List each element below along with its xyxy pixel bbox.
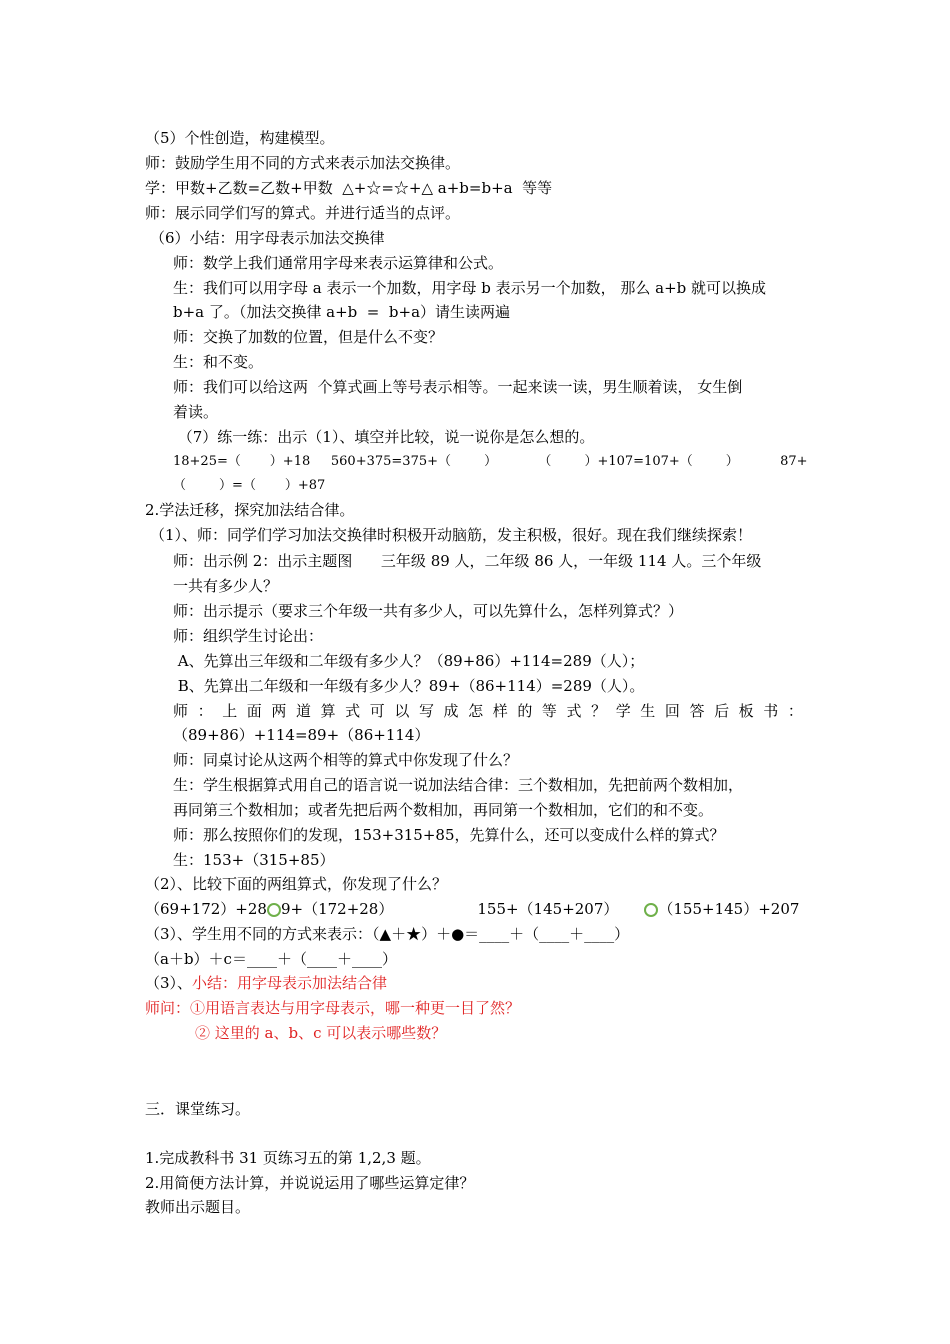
summary-text: 小结：用字母表示加法结合律: [192, 974, 388, 992]
part-3-line: （3）、学生用不同的方式来表示：（▲＋★）＋●＝____＋（____＋____）: [145, 925, 630, 943]
char: 算: [320, 702, 336, 720]
char: 以: [394, 702, 410, 720]
expr-3: 155+（145+207）: [477, 900, 619, 918]
char: 成: [443, 702, 459, 720]
teacher-question-2: ② 这里的 a、b、c 可以表示哪些数？: [195, 1024, 447, 1042]
student-line-cont: b+a 了。（加法交换律 a+b = b+a）请生读两遍: [173, 303, 511, 321]
teacher-question-1: 师问：①用语言表达与用字母表示，哪一种更一目了然？: [145, 999, 521, 1017]
char: 板: [738, 702, 754, 720]
summary-prefix: （3）、: [145, 974, 193, 992]
exercise-1: 1.完成教科书 31 页练习五的第 1,2,3 题。: [145, 1149, 431, 1167]
char: ：: [197, 702, 213, 720]
expr-1: （69+172）+28: [145, 900, 267, 918]
char: 写: [418, 702, 434, 720]
part-2-line: （2）、比较下面的两组算式，你发现了什么？: [145, 875, 448, 893]
circle-icon: [267, 903, 281, 917]
equation-line: （89+86）+114=89+（86+114）: [173, 726, 430, 744]
expr-2: 9+（172+28）: [280, 900, 394, 918]
char: 可: [369, 702, 385, 720]
student-line-cont: 再同第三个数相加；或者先把后两个数相加，再同第一个数相加，它们的和不变。: [173, 801, 714, 819]
expr-4: （155+145）+207: [658, 900, 800, 918]
char: 两: [271, 702, 287, 720]
teacher-line: 师：那么按照你们的发现，153+315+85，先算什么，还可以变成什么样的算式？: [173, 826, 725, 844]
char: 面: [246, 702, 262, 720]
option-a: A、先算出三年级和二年级有多少人？（89+86）+114=289（人）；: [173, 652, 645, 670]
char: 后: [714, 702, 730, 720]
student-line: 生：我们可以用字母 a 表示一个加数，用字母 b 表示另一个加数， 那么 a+b 就可以换成: [173, 279, 767, 297]
section-5-heading: （5）个性创造，构建模型。: [145, 129, 335, 147]
section-2-heading: 2.学法迁移，探究加法结合律。: [145, 501, 355, 519]
teacher-line: 师：鼓励学生用不同的方式来表示加法交换律。: [145, 154, 461, 172]
student-line: 生：153+（315+85）: [173, 851, 335, 869]
section-7-heading: （7）练一练：出示（1）、填空并比较，说一说你是怎么想的。: [173, 428, 595, 446]
char: 书: [763, 702, 779, 720]
char: 上: [222, 702, 238, 720]
teacher-justified-line: [173, 701, 803, 721]
char: 答: [689, 702, 705, 720]
char: 师: [173, 702, 189, 720]
fill-blank-exercise: 18+25=（ ）+18 560+375=375+（ ） （ ）+107=107+（ ） 87+: [173, 454, 808, 469]
part-1-line: （1）、师：同学们学习加法交换律时积极开动脑筋，发主积极，很好。现在我们继续探索！: [150, 526, 753, 544]
char: 样: [492, 702, 508, 720]
char: 道: [295, 702, 311, 720]
compare-expressions-line: [145, 899, 799, 919]
teacher-line: 师：同桌讨论从这两个相等的算式中你发现了什么？: [173, 751, 519, 769]
section-3-heading: 三．课堂练习。: [145, 1100, 251, 1118]
teacher-line: 师：出示例 2：出示主题图 三年级 89 人，二年级 86 人，一年级 114 人。三个年级: [173, 552, 762, 570]
section-6-heading: （6）小结：用字母表示加法交换律: [150, 229, 385, 247]
exercise-2: 2.用简便方法计算，并说说运用了哪些运算定律？: [145, 1174, 475, 1192]
circle-icon: [644, 903, 658, 917]
char: 式: [566, 702, 582, 720]
teacher-line-cont: 一共有多少人？: [173, 577, 279, 595]
char: 等: [541, 702, 557, 720]
char: 式: [345, 702, 361, 720]
teacher-line: 师：我们可以给这两 个算式画上等号表示相等。一起来读一读，男生顺着读， 女生倒: [173, 378, 743, 396]
char: 生: [640, 702, 656, 720]
option-b: B、先算出二年级和一年级有多少人？89+（86+114）=289（人）。: [173, 677, 645, 695]
teacher-line: 师：数学上我们通常用字母来表示运算律和公式。: [173, 254, 504, 272]
char: ？: [591, 702, 607, 720]
char: 怎: [468, 702, 484, 720]
fill-blank-exercise-cont: （ ）=（ ）+87: [173, 478, 326, 493]
char: 回: [664, 702, 680, 720]
teacher-line: 师：交换了加数的位置，但是什么不变？: [173, 328, 444, 346]
summary-line: [145, 973, 387, 993]
teacher-line: 师：展示同学们写的算式。并进行适当的点评。: [145, 204, 461, 222]
teacher-line-cont: 着读。: [173, 403, 219, 421]
char: 的: [517, 702, 533, 720]
student-line: 生：学生根据算式用自己的语言说一说加法结合律：三个数相加，先把前两个数相加，: [173, 776, 744, 794]
teacher-shows-problems: 教师出示题目。: [145, 1198, 251, 1216]
student-line: 生：和不变。: [173, 353, 264, 371]
letter-formula-line: （a＋b）＋c＝____＋（____＋____）: [145, 950, 397, 968]
teacher-line: 师：组织学生讨论出：: [173, 627, 324, 645]
char: ：: [787, 702, 803, 720]
char: 学: [615, 702, 631, 720]
student-line: 学：甲数+乙数=乙数+甲数 △+☆=☆+△ a+b=b+a 等等: [145, 179, 553, 197]
teacher-line: 师：出示提示（要求三个年级一共有多少人，可以先算什么，怎样列算式？）: [173, 602, 684, 620]
